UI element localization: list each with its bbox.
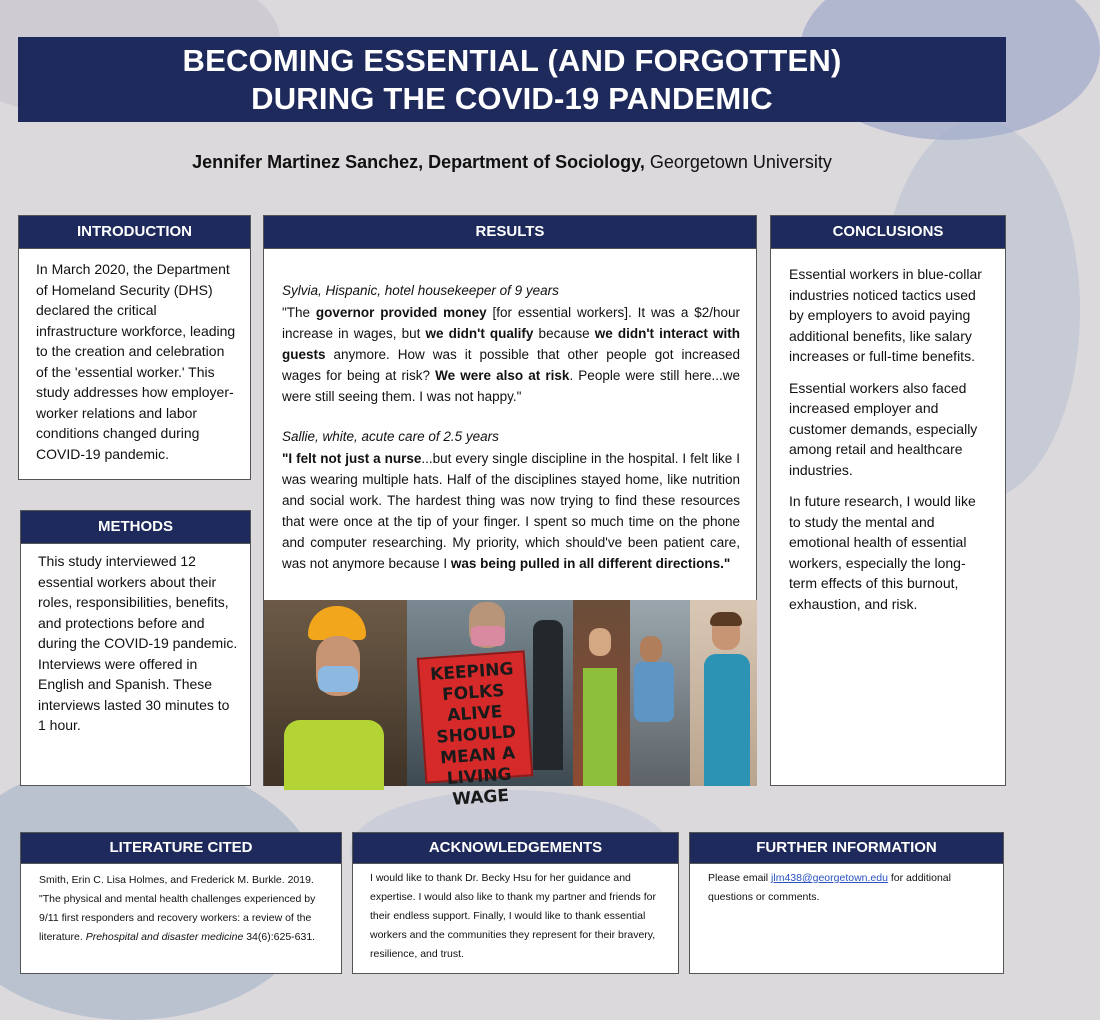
- further-information-heading: FURTHER INFORMATION: [689, 832, 1004, 864]
- driver-head: [640, 636, 662, 662]
- contact-email-link[interactable]: jlm438@georgetown.edu: [771, 872, 888, 884]
- photo-truck-driver: [630, 600, 690, 786]
- bystander-figure: [533, 620, 563, 770]
- methods-box: [20, 543, 251, 786]
- methods-heading: METHODS: [20, 510, 251, 544]
- protest-sign: KEEPING FOLKS ALIVE SHOULD MEAN A LIVING WAGE: [417, 650, 534, 783]
- results-heading: RESULTS: [263, 215, 757, 249]
- acknowledgements-text: I would like to thank Dr. Becky Hsu for her guidance and expertise. I would also like to thank my partner and friends for their endless support. Finally, I would like to thank essential workers and the communities they represent for their bravery, resilience, and trust.: [370, 872, 656, 960]
- poster-title-banner: [18, 37, 1006, 122]
- conclusions-paragraph-3: In future research, I would like to study the mental and emotional health of essential workers, especially the long-term effects of this burnout, exhaustion, and risk.: [789, 493, 976, 612]
- protester-bandana: [471, 626, 505, 646]
- conclusions-paragraph-1: Essential workers in blue-collar industries noticed tactics used by employers to avoid paying additional benefits, like salary increases or full-time benefits.: [789, 266, 982, 364]
- literature-box: [20, 863, 342, 974]
- acknowledgements-heading: ACKNOWLEDGEMENTS: [352, 832, 679, 864]
- further-information-box: [689, 863, 1004, 974]
- conclusions-box: [770, 248, 1006, 786]
- quote-2-text: "I felt not just a nurse...but every single discipline in the hospital. I felt like I was wearing multiple hats. Half of the disciplines stayed home, like nutrition and social work. The hardest thing was now trying to find these resources that were once at the tip of your finger. I spent so much time on the phone and computer researching. My priority, which should've been patient care, was not anymore because I was being pulled in all different directions.": [282, 451, 740, 571]
- quote-1-speaker: Sylvia, Hispanic, hotel housekeeper of 9 years: [282, 283, 559, 298]
- conclusions-heading: CONCLUSIONS: [770, 215, 1006, 249]
- nurse-hair: [710, 612, 742, 626]
- introduction-box: [18, 248, 251, 480]
- essential-workers-photo-collage: [264, 600, 757, 810]
- grocer-head: [589, 628, 611, 656]
- poster-title-line-1: BECOMING ESSENTIAL (AND FORGOTTEN): [182, 43, 842, 78]
- quote-2-speaker: Sallie, white, acute care of 2.5 years: [282, 429, 499, 444]
- photo-construction-worker: [264, 600, 407, 786]
- driver-shirt: [634, 662, 674, 722]
- acknowledgements-box: [352, 863, 679, 974]
- quote-1-text: "The governor provided money [for essential workers]. It was a $2/hour increase in wages, but we didn't qualify because we didn't interact with guests anymore. How was it possible that other people got increased wages for being at risk? We were also at risk. People were still here...we were still seeing them. I was not happy.": [282, 305, 741, 404]
- poster-title-line-2: DURING THE COVID-19 PANDEMIC: [251, 81, 773, 116]
- further-information-text: Please email jlm438@georgetown.edu for additional questions or comments.: [708, 872, 951, 903]
- nurse-scrubs: [704, 654, 750, 786]
- literature-citation: Smith, Erin C. Lisa Holmes, and Frederick M. Burkle. 2019. "The physical and mental health challenges experienced by 9/11 first responders and recovery workers: a review of the literature. Prehospital and disaster medicine 34(6):625-631.: [39, 874, 316, 943]
- introduction-text: In March 2020, the Department of Homeland Security (DHS) declared the critical infrastructure workforce, leading to the creation and celebration of the 'essential worker.' This study addresses how employer-worker relations and labor conditions changed during COVID-19 pandemic.: [36, 261, 236, 462]
- introduction-heading: INTRODUCTION: [18, 215, 251, 249]
- author-institution: Georgetown University: [649, 152, 832, 172]
- green-apron: [583, 668, 617, 786]
- photo-grocery-worker: [573, 600, 630, 786]
- photo-nurse: [690, 600, 757, 786]
- methods-text: This study interviewed 12 essential workers about their roles, responsibilities, benefits, and protections before and during the COVID-19 pandemic. Interviews were offered in English and Spanish. These interviews lasted 30 minutes to 1 hour.: [38, 553, 238, 733]
- author-name: Jennifer Martinez Sanchez, Department of Sociology,: [192, 152, 645, 172]
- conclusions-paragraph-2: Essential workers also faced increased employer and customer demands, especially among retail and healthcare industries.: [789, 379, 978, 478]
- author-line: [0, 150, 1024, 174]
- hard-hat-icon: [308, 606, 366, 640]
- safety-vest: [284, 720, 384, 790]
- face-mask-icon: [318, 666, 358, 692]
- literature-heading: LITERATURE CITED: [20, 832, 342, 864]
